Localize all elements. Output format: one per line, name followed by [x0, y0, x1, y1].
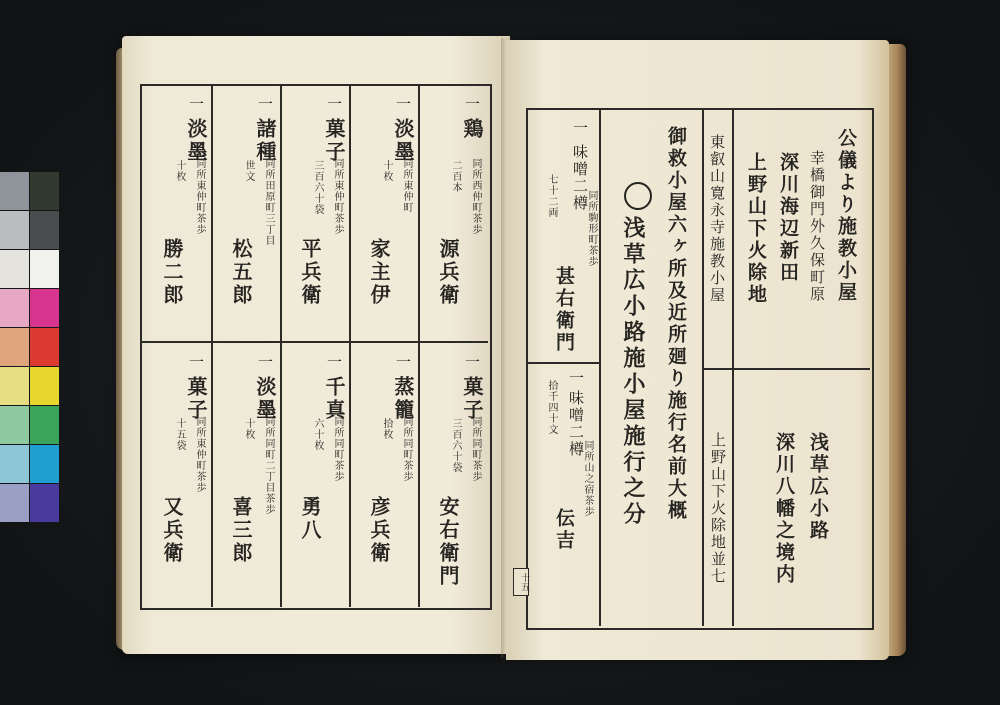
entry-address: 同所西仲町茶歩 — [470, 158, 481, 235]
circle-mark — [624, 182, 652, 210]
entry-head: 一 — [394, 354, 412, 371]
color-swatch — [0, 172, 29, 210]
entry-address: 同所東仲町茶歩 — [332, 158, 343, 235]
left-row-divider — [142, 341, 488, 343]
color-swatch — [0, 289, 29, 327]
shelter-site-2: 深川海辺新田 — [777, 152, 799, 284]
entry-address: 同所東仲町茶歩 — [194, 416, 205, 493]
entry-head: 一 — [256, 96, 274, 113]
entry-quantity: 世文 — [243, 160, 254, 182]
fukagawa-label: 深川八幡之境内 — [773, 432, 795, 586]
entry-head: 一 — [256, 354, 274, 371]
entry-item: 千真 — [322, 376, 346, 422]
color-swatch — [30, 250, 59, 288]
entry-address: 同所東仲町茶歩 — [194, 158, 205, 235]
entry-item: 菓子 — [460, 376, 484, 422]
entry-quantity: 十五袋 — [174, 418, 185, 451]
entry-quantity: 拾枚 — [381, 418, 392, 440]
color-swatch — [0, 484, 29, 522]
relief-notice: 御救小屋六ヶ所及近所廻り施行名前大概 — [665, 126, 687, 522]
ueno-label: 上野山下火除地並七 — [709, 432, 727, 585]
entry-head: 一 — [187, 96, 205, 113]
entry-item: 菓子 — [184, 376, 208, 422]
color-swatch — [30, 367, 59, 405]
entry-top-qty: 七十二両 — [546, 174, 557, 218]
entry-head: 一 — [325, 354, 343, 371]
entry-item: 菓子 — [322, 118, 346, 164]
entry-quantity: 六十枚 — [312, 418, 323, 451]
entry-quantity: 三百六十袋 — [312, 160, 323, 215]
entry-name: 源兵衛 — [436, 238, 460, 307]
left-page — [122, 36, 510, 654]
entry-item: 蒸籠 — [391, 376, 415, 422]
entry-quantity: 十枚 — [174, 160, 185, 182]
entry-name: 家主伊 — [367, 238, 391, 307]
color-swatch — [30, 328, 59, 366]
entry-top-item: 味噌二樽 — [571, 144, 589, 212]
entry-head: 一 — [394, 96, 412, 113]
color-calibration-chart — [0, 172, 62, 524]
color-swatch — [30, 172, 59, 210]
entry-address: 同所同町茶歩 — [470, 416, 481, 482]
color-swatch — [30, 289, 59, 327]
right-row-divider — [702, 368, 870, 370]
entry-item: 淡墨 — [253, 376, 277, 422]
shelter-site-1: 幸橋御門外久保町原 — [808, 150, 826, 303]
left-col-divider — [211, 86, 213, 607]
entry-name: 彦兵衛 — [367, 496, 391, 565]
shelter-site-3: 上野山下火除地 — [745, 152, 767, 306]
color-swatch — [0, 328, 29, 366]
entry-top-address: 同所駒形町茶歩 — [586, 190, 597, 267]
entry-name: 喜三郎 — [229, 496, 253, 565]
color-swatch — [0, 211, 29, 249]
right-col-divider — [599, 110, 601, 626]
entry-address: 同所田原町三丁目 — [263, 158, 274, 246]
entry-item: 諸種 — [253, 118, 277, 164]
entry-bottom-head: 一 — [567, 370, 585, 387]
entry-name: 松五郎 — [229, 238, 253, 307]
entry-top-name: 甚右衛門 — [553, 266, 575, 354]
entry-address: 同所同町茶歩 — [332, 416, 343, 482]
color-swatch — [30, 445, 59, 483]
color-swatch — [0, 406, 29, 444]
color-swatch — [0, 445, 29, 483]
entry-head: 一 — [463, 96, 481, 113]
color-swatch — [0, 367, 29, 405]
shelter-heading: 公儀より施教小屋 — [835, 128, 857, 304]
right-page — [506, 40, 889, 660]
entry-bottom-name: 伝吉 — [553, 508, 575, 552]
entry-head: 一 — [187, 354, 205, 371]
entry-name: 又兵衛 — [160, 496, 184, 565]
entry-head: 一 — [463, 354, 481, 371]
left-col-divider — [418, 86, 420, 607]
color-swatch — [30, 211, 59, 249]
entry-name: 勇八 — [298, 496, 322, 542]
asakusa-label: 浅草広小路 — [807, 432, 829, 542]
entry-quantity: 二百本 — [450, 160, 461, 193]
entry-head: 一 — [325, 96, 343, 113]
left-col-divider — [349, 86, 351, 607]
color-swatch — [0, 250, 29, 288]
entry-quantity: 十枚 — [243, 418, 254, 440]
entry-quantity: 十枚 — [381, 160, 392, 182]
entry-item: 淡墨 — [184, 118, 208, 164]
entry-bottom-item: 味噌二樽 — [567, 390, 585, 458]
entry-item: 鶏 — [460, 118, 484, 141]
entry-name: 勝二郎 — [160, 238, 184, 307]
entry-bottom-qty: 拾千四十文 — [546, 380, 557, 435]
entry-item: 淡墨 — [391, 118, 415, 164]
entry-address: 同所東仲町 — [401, 158, 412, 213]
entry-quantity: 三百六十袋 — [450, 418, 461, 473]
entry-name: 安右衛門 — [436, 496, 460, 588]
right-row-divider — [528, 362, 600, 364]
entry-name: 平兵衛 — [298, 238, 322, 307]
color-swatch — [30, 406, 59, 444]
entry-address: 同所同町二丁目茶歩 — [263, 416, 274, 515]
color-swatch — [30, 484, 59, 522]
left-col-divider — [280, 86, 282, 607]
entry-bottom-address: 同所山之宿茶歩 — [582, 440, 593, 517]
east-heading: 東叡山寛永寺施教小屋 — [708, 134, 726, 304]
entry-top-head: 一 — [571, 120, 589, 137]
folio-number: 十五 — [513, 568, 529, 596]
entry-address: 同所同町茶歩 — [401, 416, 412, 482]
asakusa-shelter-heading: 浅草広小路施小屋施行之分 — [620, 216, 646, 528]
